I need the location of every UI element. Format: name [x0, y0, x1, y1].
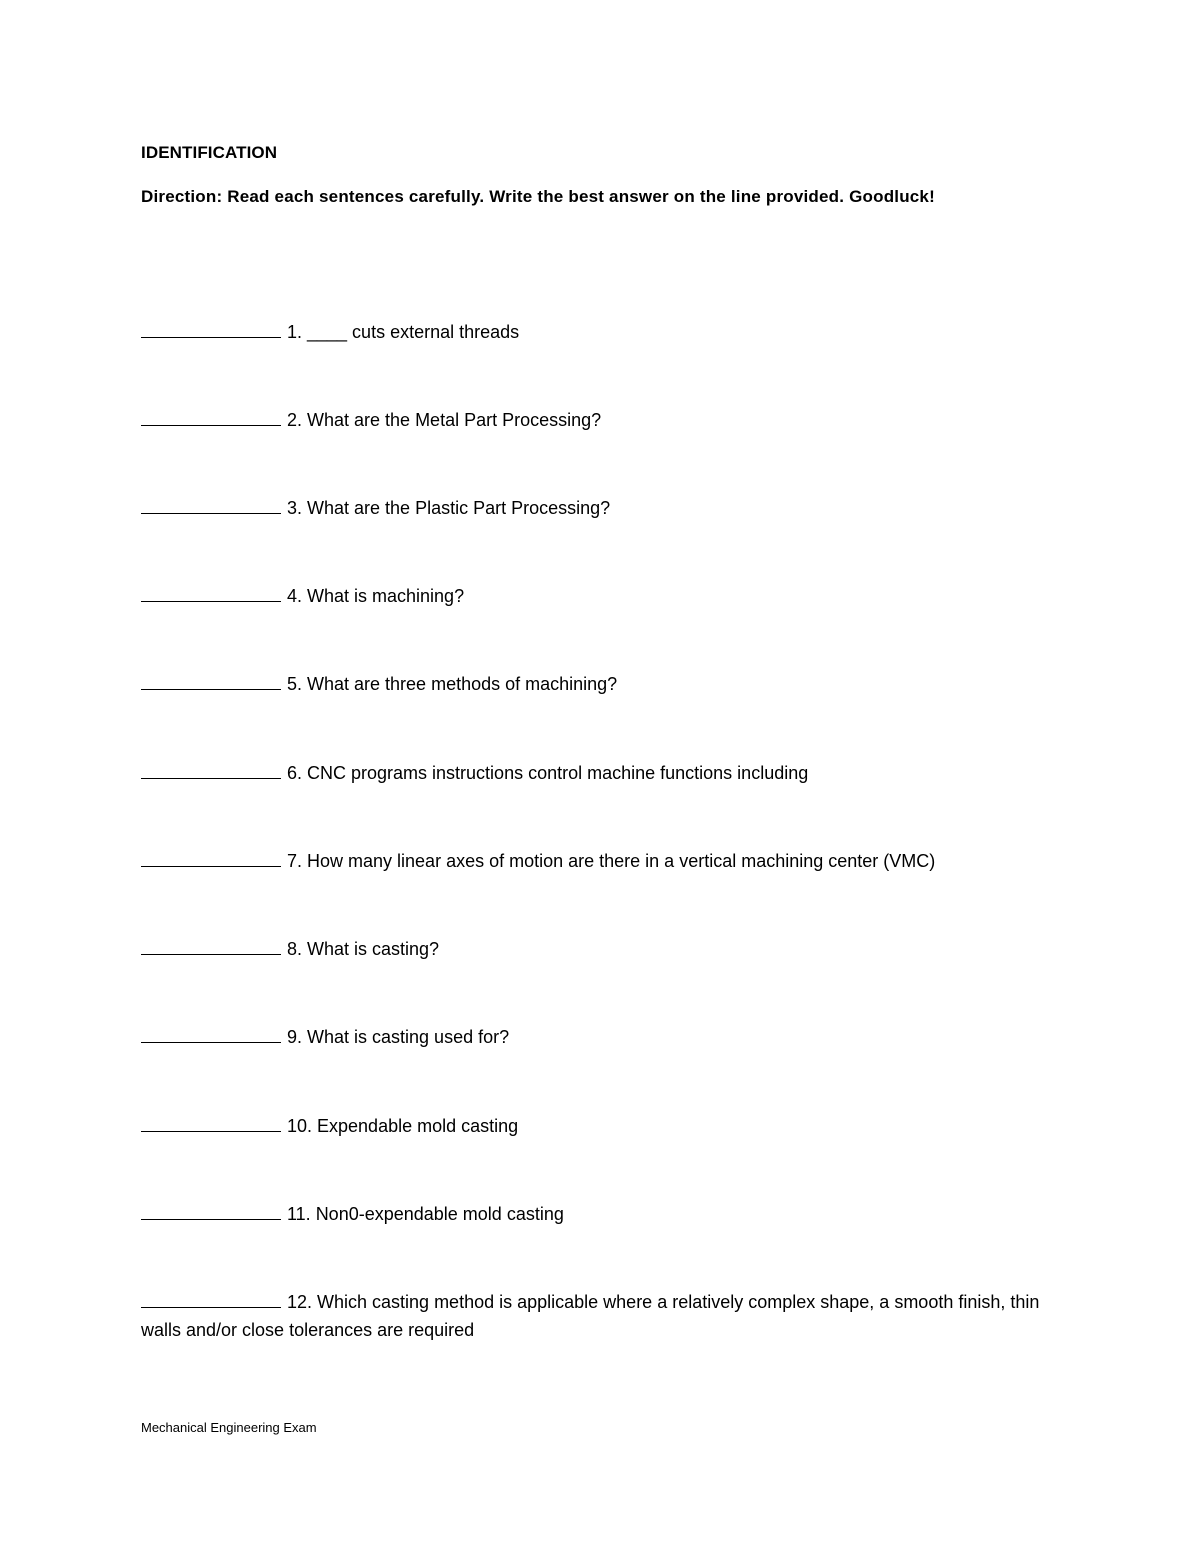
question-text: 11. Non0-expendable mold casting [287, 1204, 564, 1224]
answer-blank-line [141, 323, 281, 338]
answer-blank-line [141, 675, 281, 690]
question-text: 1. ____ cuts external threads [287, 322, 520, 342]
answer-blank-line [141, 411, 281, 426]
question-item [141, 582, 1041, 610]
answer-blank-line [141, 499, 281, 514]
question-text: 10. Expendable mold casting [287, 1116, 519, 1136]
answer-blank-line [141, 764, 281, 779]
question-text: 4. What is machining? [287, 586, 465, 606]
question-text: 3. What are the Plastic Part Processing? [287, 498, 611, 518]
question-item [141, 1288, 1041, 1344]
question-item [141, 847, 1041, 875]
question-item [141, 1023, 1041, 1051]
question-item [141, 406, 1041, 434]
question-item [141, 494, 1041, 522]
question-text: 12. Which casting method is applicable where a relatively complex shape, a smooth finish, thin walls and/or close tolerances are required [141, 1292, 1040, 1340]
question-item [141, 318, 1041, 346]
question-text: 6. CNC programs instructions control machine functions including [287, 763, 809, 783]
question-text: 2. What are the Metal Part Processing? [287, 410, 602, 430]
answer-blank-line [141, 1205, 281, 1220]
question-text: 7. How many linear axes of motion are there in a vertical machining center (VMC) [287, 851, 936, 871]
question-item [141, 1200, 1041, 1228]
answer-blank-line [141, 1117, 281, 1132]
page-footer: Mechanical Engineering Exam [141, 1420, 317, 1435]
question-item [141, 759, 1041, 787]
answer-blank-line [141, 587, 281, 602]
question-item [141, 935, 1041, 963]
section-heading: IDENTIFICATION [141, 143, 278, 162]
directions-text: Direction: Read each sentences carefully. Write the best answer on the line provided. Goodluck! [141, 187, 935, 206]
question-item [141, 1112, 1041, 1140]
answer-blank-line [141, 852, 281, 867]
question-item [141, 670, 1041, 698]
answer-blank-line [141, 1028, 281, 1043]
answer-blank-line [141, 1293, 281, 1308]
question-text: 8. What is casting? [287, 939, 440, 959]
answer-blank-line [141, 940, 281, 955]
question-text: 5. What are three methods of machining? [287, 674, 618, 694]
question-text: 9. What is casting used for? [287, 1027, 510, 1047]
